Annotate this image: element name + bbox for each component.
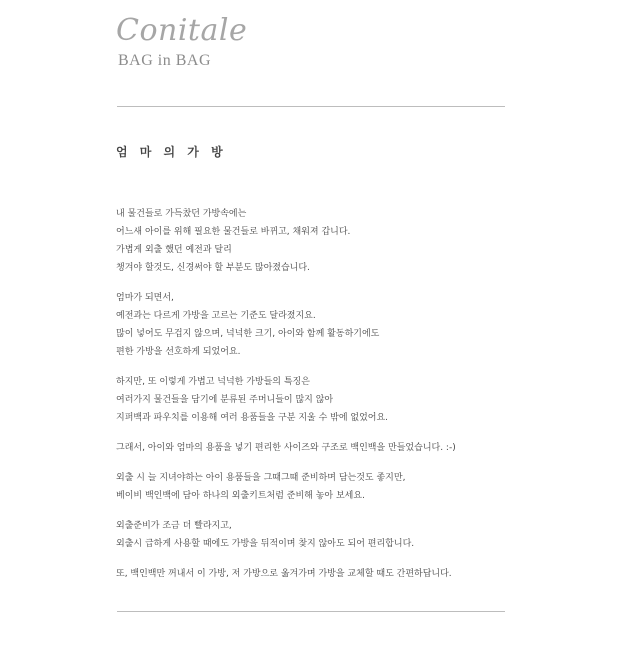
text-line: 챙겨야 할것도, 신경써야 할 부분도 많아졌습니다.	[116, 263, 310, 273]
paragraph-4	[116, 439, 516, 457]
paragraph-6	[116, 517, 516, 553]
paragraph-3	[116, 373, 516, 427]
bottom-divider	[117, 611, 505, 612]
brand-logo: Conitale	[116, 13, 248, 48]
text-line: 많이 넣어도 무겁지 않으며, 넉넉한 크기, 아이와 함께 활동하기에도	[116, 329, 380, 339]
text-line: 또, 백인백만 꺼내서 이 가방, 저 가방으로 옮겨가며 가방을 교체할 때도 간편하답니다.	[116, 569, 452, 579]
text-line: 베이비 백인백에 담아 하나의 외출키트처럼 준비해 놓아 보세요.	[116, 491, 365, 501]
text-line: 외출준비가 조금 더 빨라지고,	[116, 521, 232, 531]
text-line: 그래서, 아이와 엄마의 용품을 넣기 편리한 사이즈와 구조로 백인백을 만들었습니다. :-)	[116, 443, 456, 453]
article-title: 엄 마 의 가 방	[116, 145, 227, 159]
text-line: 하지만, 또 이렇게 가볍고 넉넉한 가방들의 특징은	[116, 377, 310, 387]
top-divider	[117, 106, 505, 107]
text-line: 지퍼백과 파우치를 이용해 여러 용품들을 구분 지울 수 밖에 없었어요.	[116, 413, 389, 423]
paragraph-5	[116, 469, 516, 505]
text-line: 예전과는 다르게 가방을 고르는 기준도 달라졌지요.	[116, 311, 316, 321]
text-line: 외출 시 늘 지녀야하는 아이 용품들을 그때그때 준비하며 담는것도 좋지만,	[116, 473, 406, 483]
text-line: 가볍게 외출 했던 예전과 달리	[116, 245, 232, 255]
brand-subtitle: BAG in BAG	[118, 52, 212, 69]
article-body	[116, 205, 516, 595]
text-line: 편한 가방을 선호하게 되었어요.	[116, 347, 241, 357]
text-line: 엄마가 되면서,	[116, 293, 174, 303]
paragraph-7	[116, 565, 516, 583]
text-line: 내 물건들로 가득찼던 가방속에는	[116, 209, 247, 219]
text-line: 어느새 아이를 위해 필요한 물건들로 바뀌고, 채워져 갑니다.	[116, 227, 351, 237]
paragraph-2	[116, 289, 516, 361]
text-line: 여러가지 물건들을 담기에 분류된 주머니들이 많지 않아	[116, 395, 334, 405]
text-line: 외출시 급하게 사용할 때에도 가방을 뒤적이며 찾지 않아도 되어 편리합니다.	[116, 539, 415, 549]
paragraph-1	[116, 205, 516, 277]
